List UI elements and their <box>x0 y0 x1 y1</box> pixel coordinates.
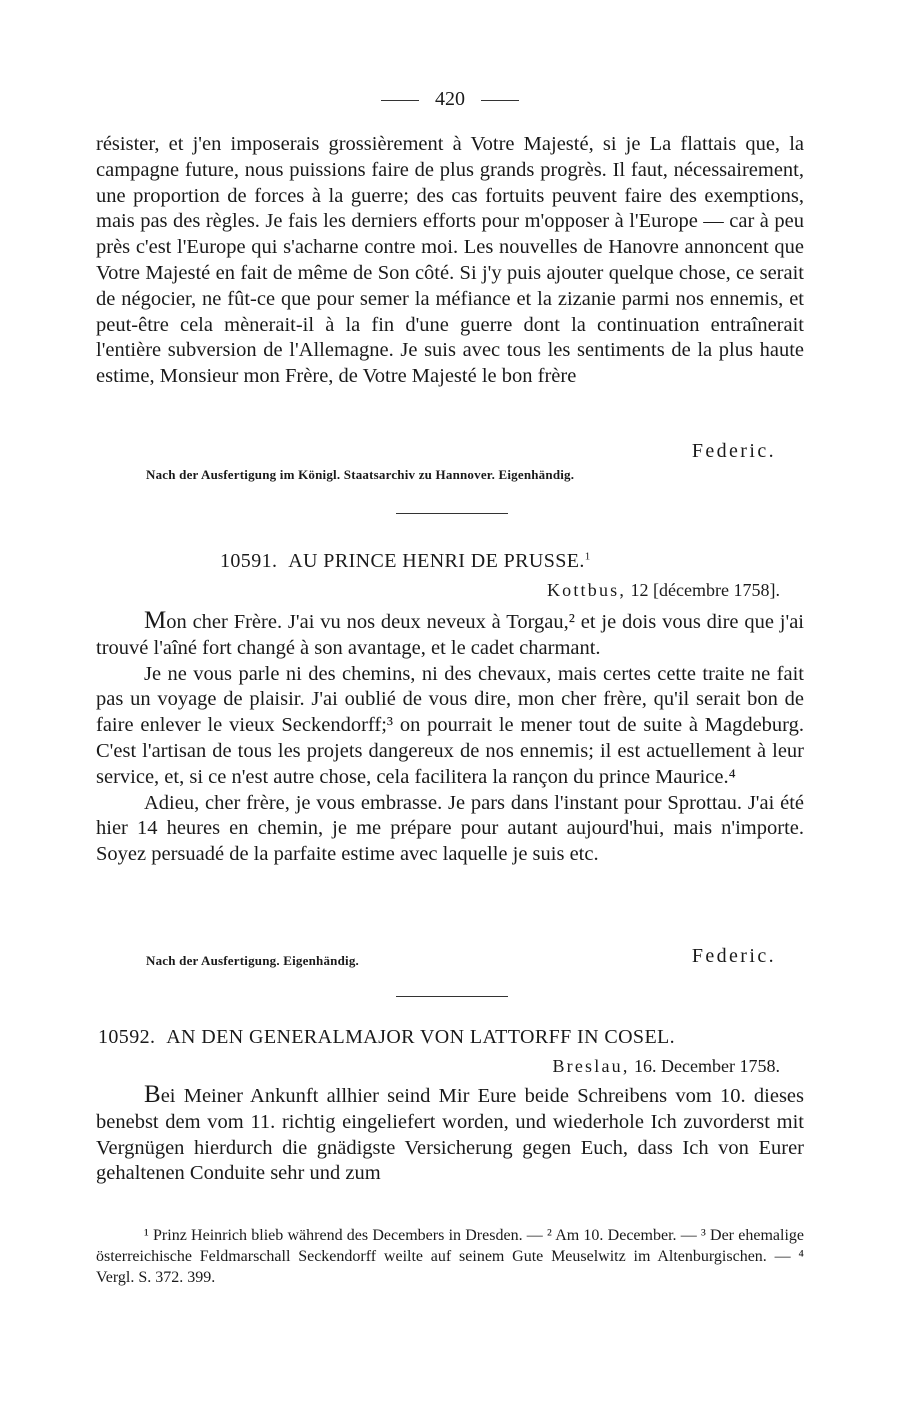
letter-title: AN DEN GENERALMAJOR VON LATTORFF IN COSEL. <box>166 1026 676 1048</box>
letter-10591-body <box>96 608 804 868</box>
letter-10591-dateline <box>547 580 780 601</box>
signature-continuation: Federic. <box>691 440 776 462</box>
header-dash-right <box>481 100 519 101</box>
letter-number: 10591. <box>220 550 278 572</box>
page-header <box>96 88 804 111</box>
letter-10592-dateline <box>552 1056 780 1077</box>
paragraph: Adieu, cher frère, je vous embrasse. Je pars dans l'instant pour Sprottau. J'ai été hier 14 heures en chemin, je me prépare pour autant aujourd'hui, mais n'importe. Soyez persuadé de la parfaite estime avec laquelle je suis etc. <box>96 791 804 866</box>
footnote-ref: 1 <box>584 550 591 563</box>
paragraph <box>96 608 804 662</box>
section-divider <box>396 996 508 997</box>
letter-10592-body <box>96 1082 804 1187</box>
letter-title: AU PRINCE HENRI DE PRUSSE. <box>288 550 585 572</box>
letter-continuation-text: résister, et j'en imposerais grossièrement à Votre Majesté, si je La flattais que, la campagne future, nous puissions faire de plus grands progrès. Il faut, nécessairement, une proportion de forces à la guerre; des cas fortuits peuvent faire des exemptions, mais pas des règles. Je fais les derniers efforts pour m'opposer à l'Europe — car à peu près c'est l'Europe qui s'acharne contre moi. Les nouvelles de Hanovre annoncent que Votre Majesté en fait de même de Son côté. Si j'y puis ajouter quelque chose, ce serait de négocier, ne fût-ce que pour semer la méfiance et la zizanie parmi nos ennemis, et peut-être cela mènerait-il à la fin d'une guerre dont la continuation entraînerait l'entière subversion de l'Allemagne. Je suis avec tous les sentiments de la plus haute estime, Monsieur mon Frère, de Votre Majesté le bon frère <box>96 133 804 388</box>
signature-10591: Federic. <box>691 945 776 967</box>
place-name: Kottbus, <box>546 580 627 600</box>
footnote-text: ¹ Prinz Heinrich blieb während des Decembers in Dresden. — ² Am 10. December. — ³ Der ehemalige österreichische Feldmarschall Seckendorff weilte auf seinem Gute Meuselwitz im Altenburgischen. — ⁴ Vergl. S. 372. 399. <box>96 1227 804 1286</box>
page-number: 420 <box>435 88 465 110</box>
footnotes <box>96 1225 804 1288</box>
source-note-10591: Nach der Ausfertigung. Eigenhändig. <box>146 953 359 968</box>
paragraph <box>96 1082 804 1187</box>
initial-letter: M <box>144 607 167 634</box>
paragraph-text: on cher Frère. J'ai vu nos deux neveux à Torgau,² et je dois vous dire que j'ai trouvé l'aîné fort changé à son avantage, et le cadet charmant. <box>96 611 804 659</box>
place-name: Breslau, <box>552 1056 630 1076</box>
letter-10592-heading <box>98 1026 806 1049</box>
section-divider <box>396 513 508 514</box>
paragraph: Je ne vous parle ni des chemins, ni des chevaux, mais certes cette traite ne fait pas un voyage de plaisir. J'ai oublié de vous dire, mon cher frère, qu'il serait bon de faire enlever le vieux Seckendorff;³ on pourrait le mener tout de suite à Magdeburg. C'est l'artisan de tous les projets dangereux de nos ennemis; il est actuellement à leur service, et, si ce n'est autre chose, cela facilitera la rançon du prince Maurice.⁴ <box>96 662 804 788</box>
letter-number: 10592. <box>98 1026 156 1048</box>
paragraph-text: ei Meiner Ankunft allhier seind Mir Eure beide Schreibens vom 10. dieses benebst dem vom 11. richtig eingeliefert worden, und wiederhole Ich zuvorderst mit Vergnügen hierdurch die gnädigste Versicherung gegen Euch, dass Ich von Eurer gehaltenen Conduite sehr und zum <box>96 1085 804 1185</box>
initial-letter: B <box>144 1081 161 1108</box>
source-note-continuation: Nach der Ausfertigung im Königl. Staatsarchiv zu Hannover. Eigenhändig. <box>146 467 575 482</box>
date: 16. December 1758. <box>634 1056 780 1076</box>
date: 12 [décembre 1758]. <box>630 580 780 600</box>
letter-10591-heading <box>220 550 900 573</box>
header-dash-left <box>381 100 419 101</box>
